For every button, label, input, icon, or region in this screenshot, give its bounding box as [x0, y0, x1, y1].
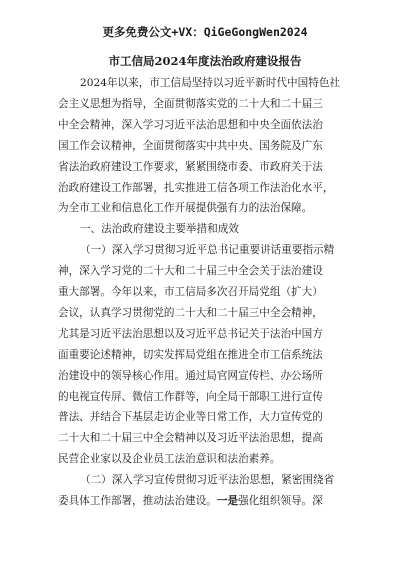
- paragraph-line: [58, 494, 323, 508]
- emphasis-text: 一是: [216, 495, 239, 507]
- paragraph-line: （二）深入学习宣传贯彻习近平法治思想，紧密围绕省: [80, 474, 335, 487]
- promo-header: 更多免费公文+VX：QiGeGongWen2024: [102, 25, 308, 39]
- paragraph-line: 会主义思想为指导，全面贯彻落实党的二十大和二十届三: [58, 97, 323, 110]
- paragraph-line: 尤其是习近平法治思想以及习近平总书记关于法治中国方: [58, 327, 323, 340]
- paragraph-line: 会议，认真学习贯彻党的二十大和二十届三中全会精神，: [58, 306, 323, 319]
- paragraph-line: （一）深入学习贯彻习近平总书记重要讲话重要指示精: [80, 244, 335, 257]
- paragraph-line: 省法治政府建设工作要求，紧紧围绕市委、市政府关于法: [58, 160, 323, 173]
- paragraph-line: 的电视宣传屏、微信工作群等，向全局干部职工进行宣传: [58, 390, 323, 403]
- paragraph-line: 治政府建设工作部署，扎实推进工信各项工作法治化水平，: [58, 181, 334, 194]
- paragraph-line: 国工作会议精神，全面贯彻落实中共中央、国务院及广东: [58, 139, 323, 152]
- paragraph-line: 重大部署。今年以来，市工信局多次召开局党组（扩大）: [58, 286, 323, 298]
- paragraph-text: 委具体工作部署，推动法治建设。: [58, 495, 217, 507]
- document-title: 市工信局2024年度法治政府建设报告: [108, 54, 302, 68]
- paragraph-line: 治建设中的领导核心作用。通过局官网宣传栏、办公场所: [58, 369, 323, 382]
- paragraph-text: 强化组织领导。深: [238, 495, 323, 507]
- paragraph-line: 神，深入学习党的二十大和二十届三中全会关于法治建设: [58, 265, 323, 278]
- paragraph-line: 2024年以来，市工信局坚持以习近平新时代中国特色社: [80, 77, 341, 89]
- paragraph-line: 二十大和二十届三中全会精神以及习近平法治思想，提高: [58, 432, 323, 445]
- paragraph-line: 普法、并结合下基层走访企业等日常工作，大力宣传党的: [58, 411, 323, 424]
- section-heading: 一、法治政府建设主要举措和成效: [80, 223, 239, 236]
- paragraph-line: 中全会精神，深入学习习近平法治思想和中央全面依法治: [58, 118, 323, 131]
- paragraph-line: 面重要论述精神，切实发挥局党组在推进全市工信系统法: [58, 348, 323, 361]
- paragraph-line: 为全市工业和信息化工作开展提供强有力的法治保障。: [58, 202, 313, 215]
- paragraph-line: 民营企业家以及企业员工法治意识和法治素养。: [58, 453, 281, 466]
